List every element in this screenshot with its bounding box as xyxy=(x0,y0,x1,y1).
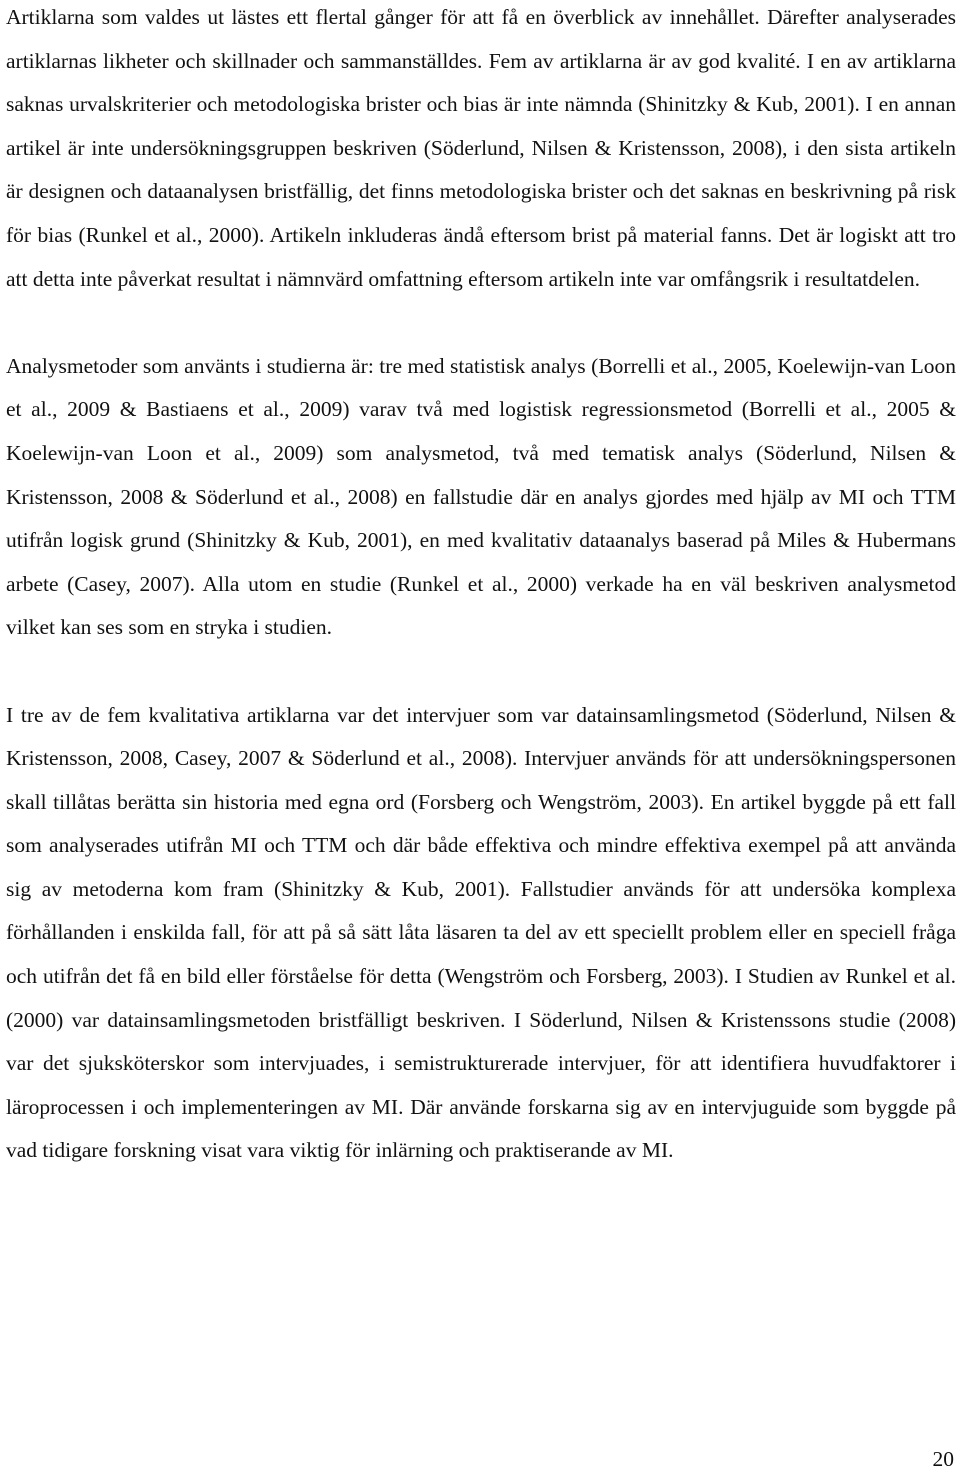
paragraph-analysis-methods: Analysmetoder som använts i studierna är: tre med statistisk analys (Borrelli et al., 2005, Koelewijn-van Loon et al., 2009 & Bastiaens et al., 2009) varav två med logistisk regressionsmetod (Borrelli et al., 2005 & Koelewijn-van Loon et al., 2009) som analysmetod, två med tematisk analys (Söderlund, Nilsen & Kristensson, 2008 & Söderlund et al., 2008) en fallstudie där en analys gjordes med hjälp av MI och TTM utifrån logisk grund (Shinitzky & Kub, 2001), en med kvalitativ dataanalys baserad på Miles & Hubermans arbete (Casey, 2007). Alla utom en studie (Runkel et al., 2000) verkade ha en väl beskriven analysmetod vilket kan ses som en stryka i studien. xyxy=(6,353,956,640)
paragraph-data-collection: I tre av de fem kvalitativa artiklarna var det intervjuer som var datainsamlingsmetod (Söderlund, Nilsen & Kristensson, 2008, Casey, 2007 & Söderlund et al., 2008). Intervjuer används för att undersökningspersonen skall tillåtas berätta sin historia med egna ord (Forsberg och Wengström, 2003). En artikel byggde på ett fall som analyserades utifrån MI och TTM och där både effektiva och mindre effektiva exempel på att använda sig av metoderna kom fram (Shinitzky & Kub, 2001). Fallstudier används för att undersöka komplexa förhållanden i enskilda fall, för att på så sätt låta läsaren ta del av ett speciellt problem eller en speciell fråga och utifrån det få en bild eller förståelse för detta (Wengström och Forsberg, 2003). I Studien av Runkel et al. (2000) var datainsamlingsmetoden bristfälligt beskriven. I Söderlund, Nilsen & Kristenssons studie (2008) var det sjuksköterskor som intervjuades, i semistrukturerade intervjuer, för att identifiera huvudfaktorer i läroprocessen i och implementeringen av MI. Där använde forskarna sig av en intervjuguide som byggde på vad tidigare forskning visat vara viktig för inlärning och praktiserande av MI. xyxy=(6,702,956,1163)
page-number: 20 xyxy=(932,1447,954,1471)
body-text xyxy=(6,0,956,1173)
paragraph-quality-assessment: Artiklarna som valdes ut lästes ett flertal gånger för att få en överblick av innehållet. Därefter analyserades artiklarnas likheter och skillnader och sammanställdes. Fem av artiklarna är av god kvalité. I en av artiklarna saknas urvalskriterier och metodologiska brister och bias är inte nämnda (Shinitzky & Kub, 2001). I en annan artikel är inte undersökningsgruppen beskriven (Söderlund, Nilsen & Kristensson, 2008), i den sista artikeln är designen och dataanalysen bristfällig, det finns metodologiska brister och det saknas en beskrivning på risk för bias (Runkel et al., 2000). Artikeln inkluderas ändå eftersom brist på material fanns. Det är logiskt att tro att detta inte påverkat resultat i nämnvärd omfattning eftersom artikeln inte var omfångsrik i resultatdelen. xyxy=(6,5,956,291)
